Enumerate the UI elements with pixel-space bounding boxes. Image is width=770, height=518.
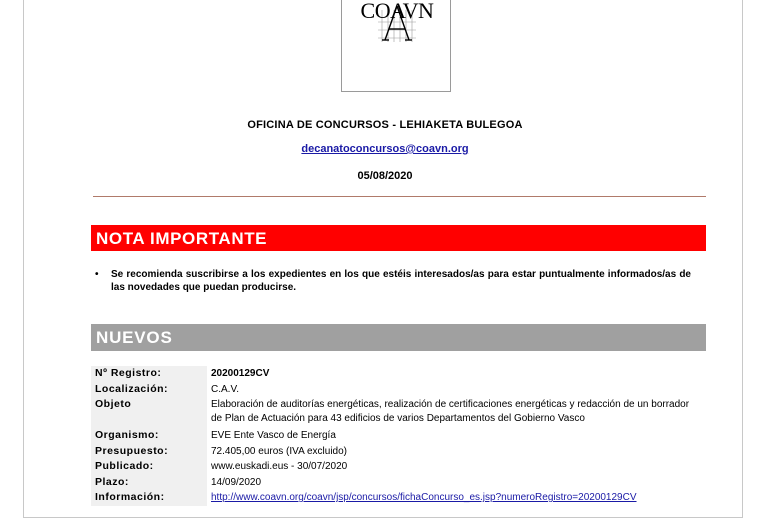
detail-row-publicado — [91, 459, 706, 475]
plazo-label: Plazo: — [91, 475, 207, 491]
detail-row-registro — [91, 366, 706, 382]
nota-list — [95, 268, 691, 294]
organismo-label: Organismo: — [91, 428, 207, 444]
registro-value: 20200129CV — [211, 368, 270, 379]
detail-row-plazo — [91, 475, 706, 491]
divider — [93, 196, 706, 197]
detail-row-informacion — [91, 490, 706, 506]
nota-item: Se recomienda suscribirse a los expedientes en los que estéis interesados/as para estar puntualmente informados/as de las novedades que puedan producirse. — [111, 269, 691, 293]
detail-row-objeto — [91, 397, 706, 428]
publicado-value: www.euskadi.eus - 30/07/2020 — [211, 461, 348, 472]
contest-details — [91, 366, 706, 506]
publicado-label: Publicado: — [91, 459, 207, 475]
informacion-link[interactable]: http://www.coavn.org/coavn/jsp/concursos/fichaConcurso_es.jsp?numeroRegistro=20200129CV — [211, 492, 637, 503]
detail-row-organismo — [91, 428, 706, 444]
nuevos-underline — [91, 351, 208, 353]
logo-wordmark: COAVN — [360, 0, 434, 23]
objeto-label: Objeto — [91, 397, 207, 428]
informacion-label: Información: — [91, 490, 207, 506]
presupuesto-label: Presupuesto: — [91, 444, 207, 460]
presupuesto-value: 72.405,00 euros (IVA excluido) — [211, 445, 348, 457]
detail-row-localizacion — [91, 382, 706, 398]
bullet-icon: • — [95, 269, 99, 280]
nota-importante-banner — [91, 225, 706, 251]
coavn-logo — [341, 0, 451, 92]
nota-importante-title: NOTA IMPORTANTE — [96, 229, 268, 248]
localizacion-label: Localización: — [91, 382, 207, 398]
detail-row-presupuesto — [91, 444, 706, 460]
localizacion-value: C.A.V. — [211, 383, 239, 395]
plazo-value: 14/09/2020 — [211, 476, 262, 488]
organismo-value: EVE Ente Vasco de Energía — [211, 430, 336, 441]
registro-label: Nº Registro: — [91, 366, 207, 382]
objeto-value: Elaboración de auditorías energéticas, realización de certificaciones energéticas y redacción de un borrador de Plan de Actuación para 43 edificios de varios Departamentos del Gobierno Vasco — [211, 399, 690, 424]
nuevos-banner — [91, 324, 706, 351]
coavn-logo-graphic — [342, 0, 452, 92]
nuevos-title: NUEVOS — [96, 328, 173, 347]
office-title: OFICINA DE CONCURSOS - LEHIAKETA BULEGOA — [247, 119, 523, 131]
document-date: 05/08/2020 — [357, 170, 413, 182]
informacion-value — [211, 490, 701, 506]
email-link[interactable]: decanatoconcursos@coavn.org — [301, 143, 469, 155]
